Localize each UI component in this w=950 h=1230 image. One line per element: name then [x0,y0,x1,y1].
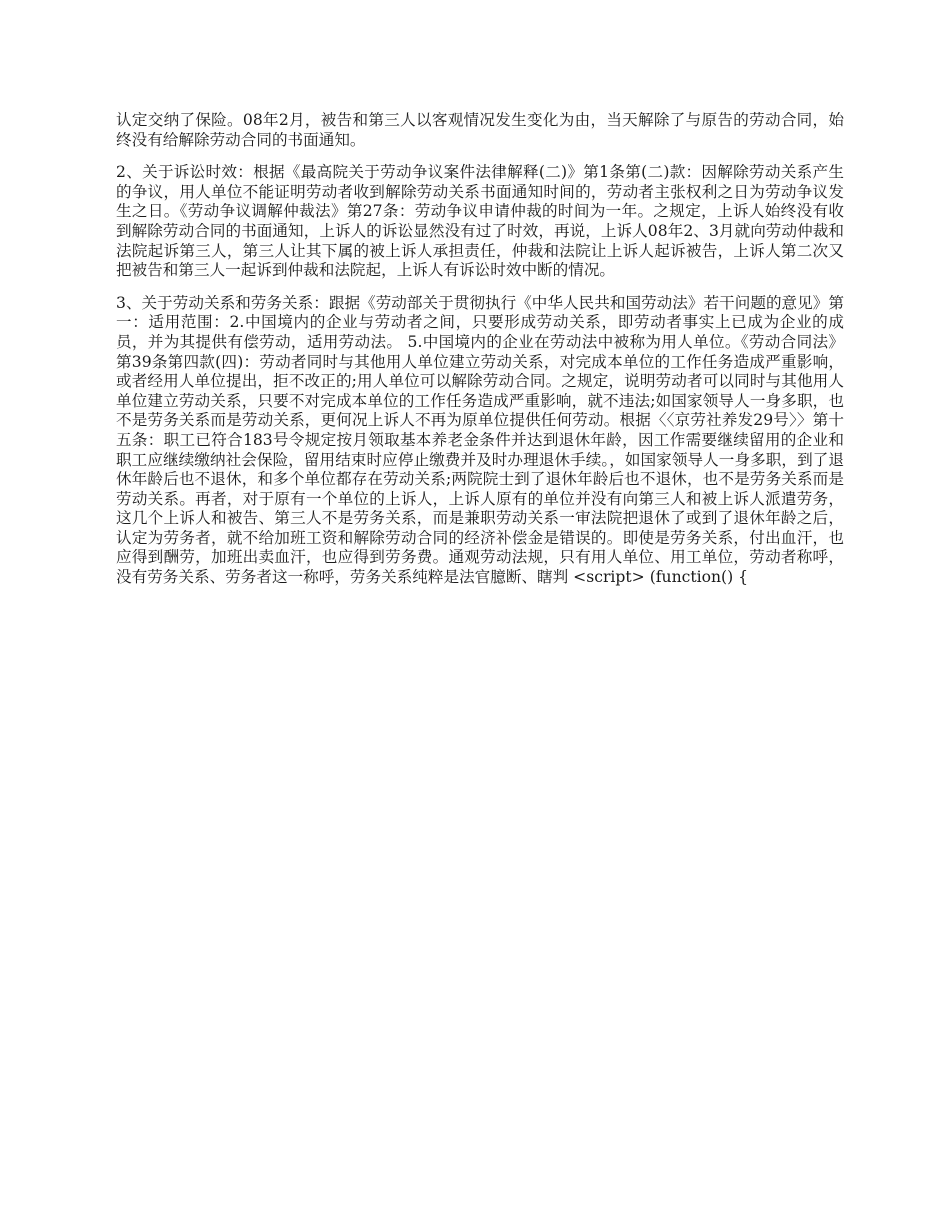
paragraph-statute-of-limitations: 2、关于诉讼时效：根据《最高院关于劳动争议案件法律解释(二)》第1条第(二)款：因解除劳动关系产生的争议，用人单位不能证明劳动者收到解除劳动关系书面通知时间的，劳动者主张权利之日为劳动争议发生之日。《劳动争议调解仲裁法》第27条：劳动争议申请仲裁的时间为一年。之规定，上诉人始终没有收到解除劳动合同的书面通知，上诉人的诉讼显然没有过了时效，再说，上诉人08年2、3月就向劳动仲裁和法院起诉第三人，第三人让其下属的被上诉人承担责任，仲裁和法院让上诉人起诉被告，上诉人第二次又把被告和第三人一起诉到仲裁和法院起，上诉人有诉讼时效中断的情况。 [116,163,844,280]
paragraph-labor-vs-service-relations: 3、关于劳动关系和劳务关系：跟据《劳动部关于贯彻执行《中华人民共和国劳动法》若干问题的意见》第一：适用范围：2.中国境内的企业与劳动者之间，只要形成劳动关系，即劳动者事实上已成为企业的成员，并为其提供有偿劳动，适用劳动法。 5.中国境内的企业在劳动法中被称为用人单位。《劳动合同法》第39条第四款(四)：劳动者同时与其他用人单位建立劳动关系，对完成本单位的工作任务造成严重影响，或者经用人单位提出，拒不改正的;用人单位可以解除劳动合同。之规定，说明劳动者可以同时与其他用人单位建立劳动关系，只要不对完成本单位的工作任务造成严重影响，就不违法;如国家领导人一身多职，也不是劳务关系而是劳动关系，更何况上诉人不再为原单位提供任何劳动。根据〈〈京劳社养发29号〉〉第十五条：职工已符合183号令规定按月领取基本养老金条件并达到退休年龄，因工作需要继续留用的企业和职工应继续缴纳社会保险，留用结束时应停止缴费并及时办理退休手续。，如国家领导人一身多职，到了退休年龄后也不退休，和多个单位都存在劳动关系;两院院士到了退休年龄后也不退休，也不是劳务关系而是劳动关系。再者，对于原有一个单位的上诉人，上诉人原有的单位并没有向第三人和被上诉人派遣劳务，这几个上诉人和被告、第三人不是劳务关系，而是兼职劳动关系一审法院把退休了或到了退休年龄之后，认定为劳务者，就不给加班工资和解除劳动合同的经济补偿金是错误的。即使是劳务关系，付出血汗，也应得到酬劳，加班出卖血汗，也应得到劳务费。通观劳动法规，只有用人单位、用工单位，劳动者称呼，没有劳务关系、劳务者这一称呼，劳务关系纯粹是法官臆断、瞎判 <script> (function() { [116,293,844,587]
document-body [116,111,844,601]
paragraph-insurance-termination: 认定交纳了保险。08年2月，被告和第三人以客观情况发生变化为由，当天解除了与原告的劳动合同，始终没有给解除劳动合同的书面通知。 [116,111,844,149]
